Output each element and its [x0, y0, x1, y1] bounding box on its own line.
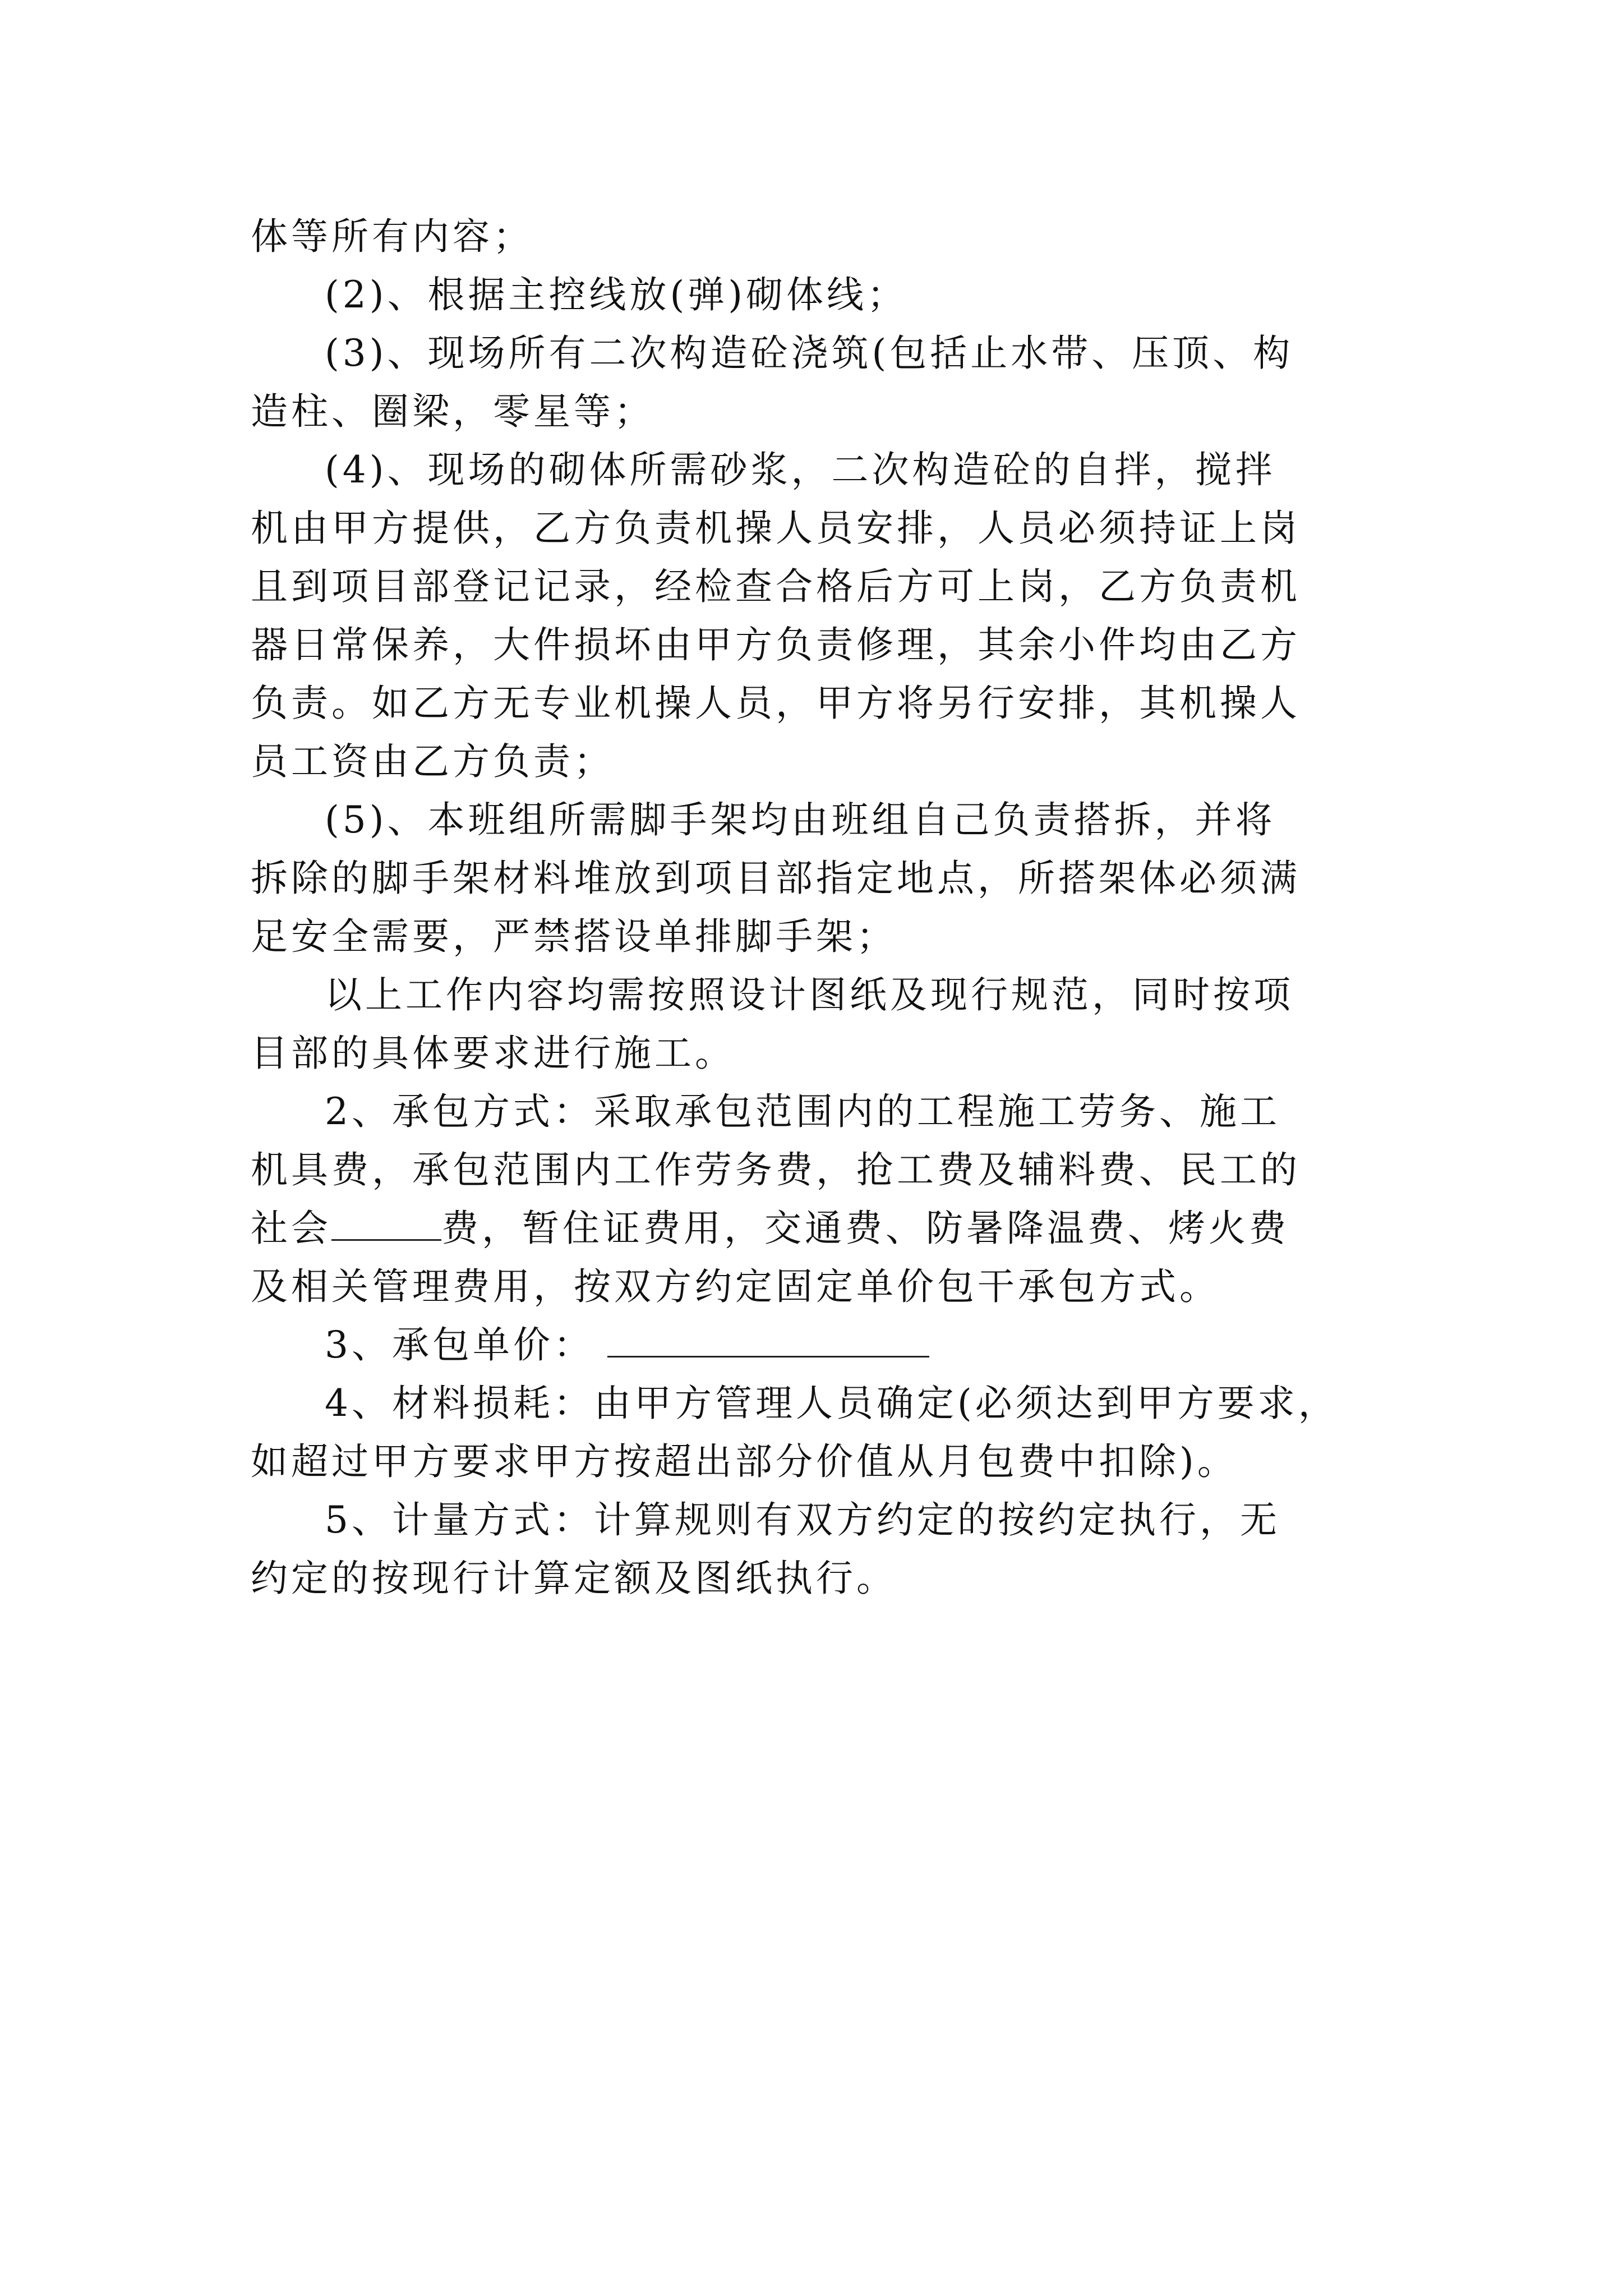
- paragraph-item-5: [251, 791, 1378, 966]
- text-line: 2、承包方式：采取承包范围内的工程施工劳务、施工: [325, 1090, 1280, 1133]
- text-line: 如超过甲方要求甲方按超出部分价值从月包费中扣除)。: [251, 1440, 1238, 1483]
- text-line: (4)、现场的砌体所需砂浆，二次构造砼的自拌，搅拌: [325, 448, 1276, 491]
- text-line: 足安全需要，严禁搭设单排脚手架；: [251, 915, 897, 958]
- text-line: 员工资由乙方负责；: [251, 740, 614, 783]
- paragraph-1: [251, 208, 1378, 266]
- document-body: [251, 208, 1378, 1608]
- text-line: 体等所有内容；: [251, 215, 533, 258]
- text-line: 负责。如乙方无专业机操人员，甲方将另行安排，其机操人: [251, 682, 1301, 725]
- text-line-with-blank: [251, 1316, 1378, 1374]
- text-line: 拆除的脚手架材料堆放到项目部指定地点，所搭架体必须满: [251, 857, 1301, 900]
- text-line: 以上工作内容均需按照设计图纸及现行规范，同时按项: [325, 973, 1294, 1016]
- paragraph-measurement: [251, 1491, 1378, 1608]
- text-line: 器日常保养，大件损坏由甲方负责修理，其余小件均由乙方: [251, 623, 1301, 666]
- unit-price-label: 3、承包单价：: [325, 1323, 594, 1366]
- text-line: 约定的按现行计算定额及图纸执行。: [251, 1557, 897, 1600]
- paragraph-unit-price: [251, 1316, 1378, 1374]
- paragraph-item-3: [251, 324, 1378, 441]
- text-line: (3)、现场所有二次构造砼浇筑(包括止水带、压顶、构: [325, 332, 1294, 375]
- paragraph-summary: [251, 966, 1378, 1083]
- text-line: (2)、根据主控线放(弹)砌体线；: [325, 273, 907, 316]
- paragraph-item-2: [251, 266, 1378, 324]
- unit-price-blank[interactable]: [607, 1323, 929, 1358]
- text-line: 5、计量方式：计算规则有双方约定的按约定执行，无: [325, 1498, 1280, 1542]
- text-line: 及相关管理费用，按双方约定固定单价包干承包方式。: [251, 1265, 1220, 1308]
- paragraph-material-loss: [251, 1374, 1378, 1491]
- paragraph-contract-method: [251, 1083, 1378, 1316]
- text-line: 机由甲方提供，乙方负责机操人员安排，人员必须持证上岗: [251, 507, 1301, 550]
- text-segment: 费，暂住证费用，交通费、防暑降温费、烤火费: [441, 1207, 1289, 1250]
- text-line: 且到项目部登记记录，经检查合格后方可上岗，乙方负责机: [251, 565, 1301, 608]
- text-line: 目部的具体要求进行施工。: [251, 1032, 735, 1075]
- fill-in-blank[interactable]: [331, 1207, 441, 1241]
- text-line: 机具费，承包范围内工作劳务费，抢工费及辅料费、民工的: [251, 1148, 1301, 1191]
- text-line: 造柱、圈梁，零星等；: [251, 390, 654, 433]
- text-segment: 社会: [251, 1207, 331, 1250]
- text-line-with-blank: [251, 1199, 1378, 1258]
- text-line: 4、材料损耗：由甲方管理人员确定(必须达到甲方要求，: [325, 1382, 1339, 1425]
- text-line: (5)、本班组所需脚手架均由班组自己负责搭拆，并将: [325, 798, 1276, 841]
- paragraph-item-4: [251, 441, 1378, 791]
